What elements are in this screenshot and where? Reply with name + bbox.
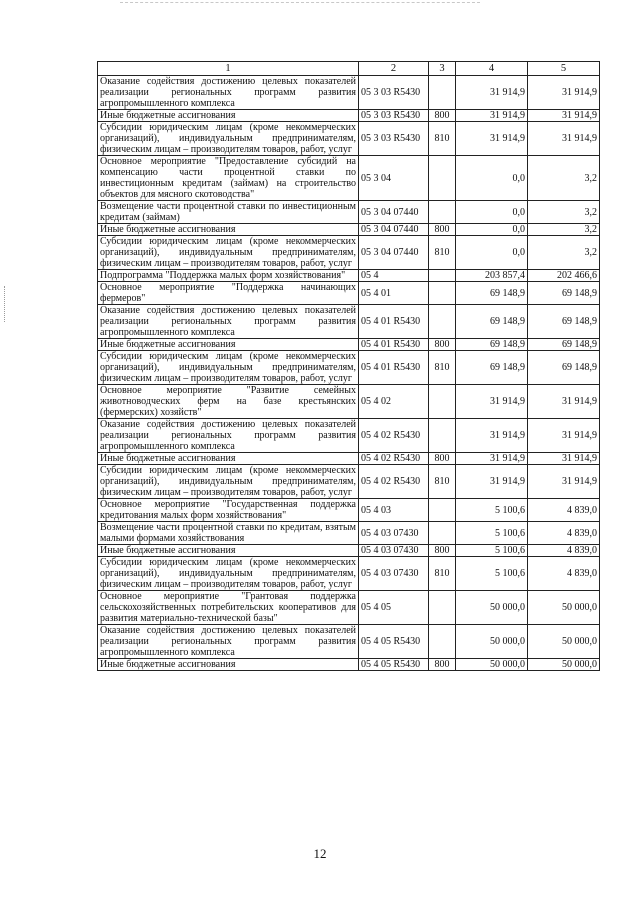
row-name: Иные бюджетные ассигнования <box>98 110 359 122</box>
row-code: 05 4 <box>359 270 429 282</box>
row-name: Основное мероприятие "Государственная поддержка кредитования малых форм хозяйствования" <box>98 499 359 522</box>
row-amount-1: 31 914,9 <box>456 419 528 453</box>
row-name: Оказание содействия достижению целевых показателей реализации региональных программ развития агропромышленного комплекса <box>98 76 359 110</box>
row-code: 05 4 03 07430 <box>359 545 429 557</box>
row-expense-type <box>429 201 456 224</box>
row-expense-type: 810 <box>429 465 456 499</box>
row-amount-2: 31 914,9 <box>528 419 600 453</box>
row-expense-type <box>429 499 456 522</box>
row-name: Субсидии юридическим лицам (кроме некоммерческих организаций), индивидуальным предпринимателям, физическим лицам – производителям товаров, работ, услуг <box>98 122 359 156</box>
row-expense-type: 810 <box>429 557 456 591</box>
row-code: 05 4 02 R5430 <box>359 465 429 499</box>
table-row <box>98 557 600 591</box>
row-code: 05 4 02 R5430 <box>359 453 429 465</box>
row-amount-2: 3,2 <box>528 224 600 236</box>
row-code: 05 4 05 R5430 <box>359 659 429 671</box>
row-amount-1: 31 914,9 <box>456 110 528 122</box>
row-amount-2: 69 148,9 <box>528 305 600 339</box>
row-code: 05 4 02 R5430 <box>359 419 429 453</box>
row-expense-type: 800 <box>429 224 456 236</box>
table-row <box>98 201 600 224</box>
row-name: Иные бюджетные ассигнования <box>98 659 359 671</box>
row-amount-2: 3,2 <box>528 201 600 224</box>
table-row <box>98 236 600 270</box>
row-code: 05 3 03 R5430 <box>359 122 429 156</box>
row-amount-1: 31 914,9 <box>456 76 528 110</box>
row-name: Иные бюджетные ассигнования <box>98 453 359 465</box>
row-expense-type <box>429 522 456 545</box>
row-expense-type <box>429 385 456 419</box>
row-code: 05 3 04 07440 <box>359 201 429 224</box>
row-amount-1: 5 100,6 <box>456 557 528 591</box>
row-name: Основное мероприятие "Развитие семейных животноводческих ферм на базе крестьянских (фермерских) хозяйств" <box>98 385 359 419</box>
row-name: Субсидии юридическим лицам (кроме некоммерческих организаций), индивидуальным предпринимателям, физическим лицам – производителям товаров, работ, услуг <box>98 351 359 385</box>
row-expense-type: 810 <box>429 122 456 156</box>
row-amount-2: 4 839,0 <box>528 545 600 557</box>
row-amount-1: 50 000,0 <box>456 625 528 659</box>
row-name: Субсидии юридическим лицам (кроме некоммерческих организаций), индивидуальным предпринимателям, физическим лицам – производителям товаров, работ, услуг <box>98 465 359 499</box>
header-col-2: 2 <box>359 62 429 76</box>
row-code: 05 4 05 <box>359 591 429 625</box>
row-amount-1: 31 914,9 <box>456 453 528 465</box>
row-amount-1: 31 914,9 <box>456 385 528 419</box>
row-amount-2: 3,2 <box>528 236 600 270</box>
table-header-row <box>98 62 600 76</box>
row-name: Иные бюджетные ассигнования <box>98 339 359 351</box>
row-code: 05 3 04 07440 <box>359 224 429 236</box>
row-code: 05 4 01 <box>359 282 429 305</box>
row-amount-1: 0,0 <box>456 156 528 201</box>
header-col-4: 4 <box>456 62 528 76</box>
row-amount-2: 4 839,0 <box>528 522 600 545</box>
row-code: 05 3 04 <box>359 156 429 201</box>
table-row <box>98 110 600 122</box>
table-row <box>98 453 600 465</box>
row-name: Подпрограмма "Поддержка малых форм хозяйствования" <box>98 270 359 282</box>
table-row <box>98 122 600 156</box>
row-expense-type <box>429 625 456 659</box>
row-name: Основное мероприятие "Поддержка начинающих фермеров" <box>98 282 359 305</box>
row-amount-2: 4 839,0 <box>528 557 600 591</box>
row-amount-1: 0,0 <box>456 224 528 236</box>
row-code: 05 4 01 R5430 <box>359 305 429 339</box>
table-row <box>98 499 600 522</box>
table-row <box>98 282 600 305</box>
row-name: Иные бюджетные ассигнования <box>98 224 359 236</box>
row-code: 05 4 03 07430 <box>359 522 429 545</box>
row-expense-type <box>429 270 456 282</box>
row-code: 05 4 01 R5430 <box>359 351 429 385</box>
row-amount-1: 31 914,9 <box>456 465 528 499</box>
row-amount-1: 5 100,6 <box>456 499 528 522</box>
row-amount-2: 31 914,9 <box>528 385 600 419</box>
header-col-1: 1 <box>98 62 359 76</box>
row-expense-type <box>429 305 456 339</box>
row-amount-2: 50 000,0 <box>528 659 600 671</box>
row-amount-1: 69 148,9 <box>456 339 528 351</box>
row-expense-type: 800 <box>429 339 456 351</box>
row-amount-2: 50 000,0 <box>528 625 600 659</box>
row-name: Оказание содействия достижению целевых показателей реализации региональных программ развития агропромышленного комплекса <box>98 625 359 659</box>
row-name: Субсидии юридическим лицам (кроме некоммерческих организаций), индивидуальным предпринимателям, физическим лицам – производителям товаров, работ, услуг <box>98 236 359 270</box>
table-row <box>98 659 600 671</box>
header-col-5: 5 <box>528 62 600 76</box>
table-row <box>98 591 600 625</box>
row-amount-1: 50 000,0 <box>456 659 528 671</box>
row-code: 05 3 03 R5430 <box>359 110 429 122</box>
row-code: 05 3 04 07440 <box>359 236 429 270</box>
row-amount-1: 31 914,9 <box>456 122 528 156</box>
row-amount-1: 5 100,6 <box>456 522 528 545</box>
row-expense-type: 800 <box>429 659 456 671</box>
table-row <box>98 224 600 236</box>
row-code: 05 4 03 07430 <box>359 557 429 591</box>
row-code: 05 4 02 <box>359 385 429 419</box>
row-amount-1: 5 100,6 <box>456 545 528 557</box>
row-expense-type <box>429 76 456 110</box>
table-row <box>98 351 600 385</box>
row-expense-type: 800 <box>429 453 456 465</box>
table-row <box>98 522 600 545</box>
row-amount-1: 69 148,9 <box>456 305 528 339</box>
row-amount-1: 50 000,0 <box>456 591 528 625</box>
row-name: Возмещение части процентной ставки по кредитам, взятым малыми формами хозяйствования <box>98 522 359 545</box>
row-amount-2: 69 148,9 <box>528 282 600 305</box>
header-col-3: 3 <box>429 62 456 76</box>
budget-table <box>97 61 600 671</box>
row-amount-2: 31 914,9 <box>528 76 600 110</box>
row-amount-1: 203 857,4 <box>456 270 528 282</box>
table-row <box>98 465 600 499</box>
row-code: 05 4 05 R5430 <box>359 625 429 659</box>
row-expense-type: 810 <box>429 236 456 270</box>
page-number: 12 <box>313 846 327 861</box>
row-code: 05 4 01 R5430 <box>359 339 429 351</box>
binding-margin-mark <box>4 286 5 322</box>
table-body <box>98 76 600 671</box>
row-expense-type <box>429 156 456 201</box>
row-amount-1: 0,0 <box>456 201 528 224</box>
row-amount-2: 31 914,9 <box>528 122 600 156</box>
table-row <box>98 545 600 557</box>
row-amount-2: 202 466,6 <box>528 270 600 282</box>
row-code: 05 3 03 R5430 <box>359 76 429 110</box>
row-amount-2: 69 148,9 <box>528 351 600 385</box>
row-amount-1: 0,0 <box>456 236 528 270</box>
row-name: Возмещение части процентной ставки по инвестиционным кредитам (займам) <box>98 201 359 224</box>
row-amount-1: 69 148,9 <box>456 282 528 305</box>
row-amount-2: 3,2 <box>528 156 600 201</box>
table-row <box>98 76 600 110</box>
table-row <box>98 305 600 339</box>
row-name: Субсидии юридическим лицам (кроме некоммерческих организаций), индивидуальным предпринимателям, физическим лицам – производителям товаров, работ, услуг <box>98 557 359 591</box>
row-name: Основное мероприятие "Грантовая поддержка сельскохозяйственных потребительских кооперативов для развития материально-технической базы" <box>98 591 359 625</box>
row-expense-type: 800 <box>429 110 456 122</box>
table-row <box>98 419 600 453</box>
row-amount-2: 50 000,0 <box>528 591 600 625</box>
row-amount-2: 31 914,9 <box>528 453 600 465</box>
table-row <box>98 270 600 282</box>
row-amount-1: 69 148,9 <box>456 351 528 385</box>
row-name: Иные бюджетные ассигнования <box>98 545 359 557</box>
row-amount-2: 31 914,9 <box>528 110 600 122</box>
table-row <box>98 625 600 659</box>
row-amount-2: 31 914,9 <box>528 465 600 499</box>
row-name: Основное мероприятие "Предоставление субсидий на компенсацию части процентной ставки по инвестиционным кредитам (займам) на строительство объектов для мясного скотоводства" <box>98 156 359 201</box>
row-expense-type <box>429 282 456 305</box>
page-top-edge <box>120 2 480 3</box>
table-row <box>98 339 600 351</box>
row-amount-2: 4 839,0 <box>528 499 600 522</box>
row-expense-type: 810 <box>429 351 456 385</box>
row-expense-type: 800 <box>429 545 456 557</box>
row-code: 05 4 03 <box>359 499 429 522</box>
table-row <box>98 385 600 419</box>
table-row <box>98 156 600 201</box>
row-name: Оказание содействия достижению целевых показателей реализации региональных программ развития агропромышленного комплекса <box>98 305 359 339</box>
row-amount-2: 69 148,9 <box>528 339 600 351</box>
row-name: Оказание содействия достижению целевых показателей реализации региональных программ развития агропромышленного комплекса <box>98 419 359 453</box>
row-expense-type <box>429 591 456 625</box>
row-expense-type <box>429 419 456 453</box>
